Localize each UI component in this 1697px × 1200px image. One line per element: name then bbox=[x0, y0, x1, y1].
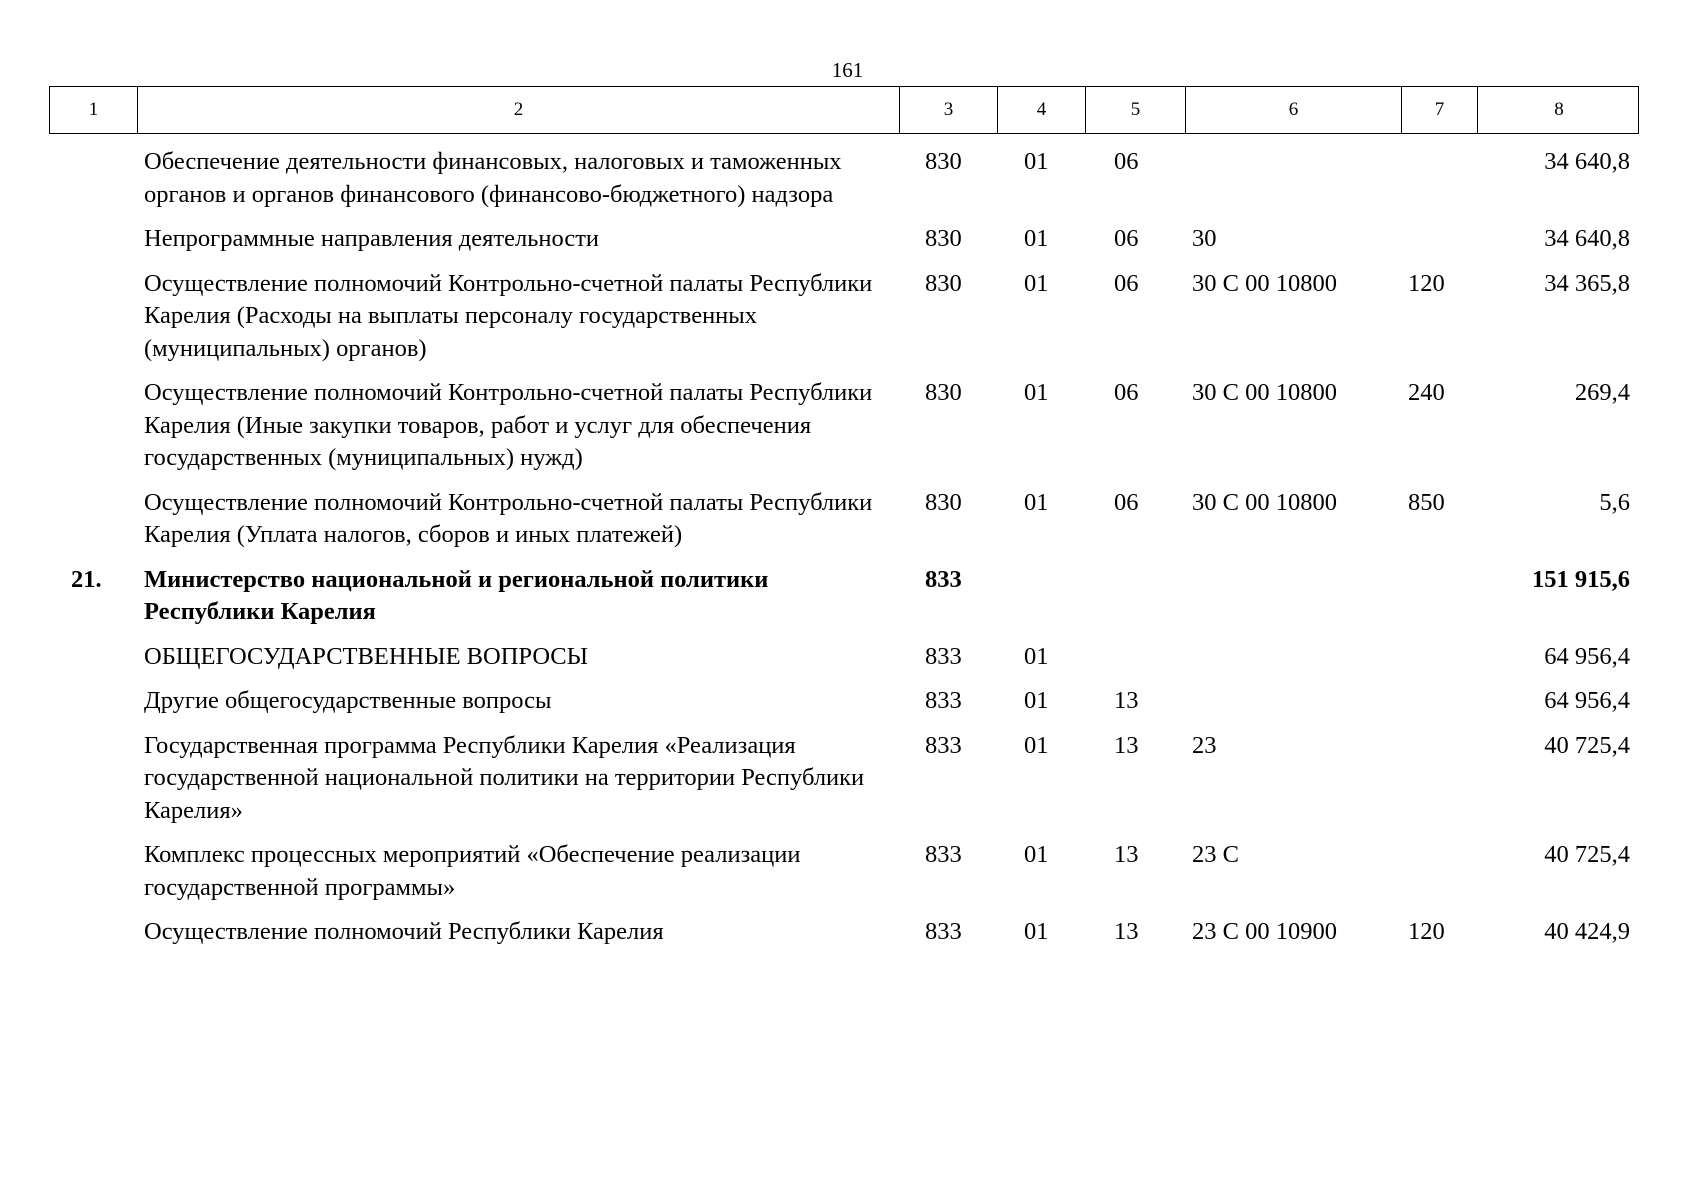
row-subsection: 06 bbox=[1114, 148, 1139, 175]
row-target-article: 23 С bbox=[1192, 841, 1239, 868]
header-col-2: 2 bbox=[137, 87, 899, 133]
row-name: Обеспечение деятельности финансовых, налоговых и таможенных органов и органов финансового (финансово-бюджетного) надзора bbox=[144, 148, 842, 208]
row-name: Осуществление полномочий Республики Карелия bbox=[144, 918, 664, 945]
row-number bbox=[49, 223, 136, 256]
row-amount: 40 424,9 bbox=[1544, 918, 1630, 945]
row-section: 01 bbox=[1024, 225, 1049, 252]
row-section: 01 bbox=[1024, 379, 1049, 406]
row-target-article bbox=[1184, 685, 1400, 718]
row-name: Осуществление полномочий Контрольно-счетной палаты Республики Карелия (Расходы на выплаты персоналу государственных (муниципальных) органов) bbox=[144, 269, 873, 362]
row-amount: 34 640,8 bbox=[1544, 225, 1630, 252]
header-col-3: 3 bbox=[899, 87, 997, 133]
row-name: Комплекс процессных мероприятий «Обеспечение реализации государственной программы» bbox=[144, 841, 801, 901]
row-number bbox=[49, 487, 136, 552]
row-admin-code: 833 bbox=[925, 918, 962, 945]
row-admin-code: 830 bbox=[925, 148, 962, 175]
header-col-6: 6 bbox=[1185, 87, 1401, 133]
row-name: Другие общегосударственные вопросы bbox=[144, 687, 552, 714]
row-admin-code: 830 bbox=[925, 379, 962, 406]
row-target-article bbox=[1184, 641, 1400, 674]
row-name: Осуществление полномочий Контрольно-счетной палаты Республики Карелия (Иные закупки товаров, работ и услуг для обеспечения государственных (муниципальных) нужд) bbox=[144, 379, 873, 471]
row-subsection bbox=[1084, 641, 1184, 674]
row-admin-code: 830 bbox=[925, 225, 962, 252]
row-target-article bbox=[1184, 146, 1400, 211]
row-subsection: 13 bbox=[1114, 918, 1139, 945]
row-section: 01 bbox=[1024, 642, 1049, 670]
table-row bbox=[49, 916, 1639, 949]
header-col-7: 7 bbox=[1401, 87, 1477, 133]
table-row bbox=[49, 377, 1639, 475]
row-section: 01 bbox=[1024, 488, 1049, 516]
row-number: 21. bbox=[71, 565, 102, 593]
row-number bbox=[49, 916, 136, 949]
row-expense-type: 850 bbox=[1408, 488, 1445, 516]
row-admin-code: 833 bbox=[925, 731, 962, 759]
row-amount: 64 956,4 bbox=[1544, 642, 1630, 670]
page-number: 161 bbox=[831, 58, 864, 82]
row-amount: 5,6 bbox=[1599, 488, 1630, 516]
table-row bbox=[49, 268, 1639, 366]
row-target-article: 23 bbox=[1192, 731, 1217, 759]
row-subsection: 06 bbox=[1114, 379, 1139, 406]
header-col-4: 4 bbox=[997, 87, 1085, 133]
row-name: ОБЩЕГОСУДАРСТВЕННЫЕ ВОПРОСЫ bbox=[144, 642, 589, 670]
row-subsection: 06 bbox=[1114, 269, 1139, 297]
row-number bbox=[49, 377, 136, 475]
row-target-article bbox=[1184, 564, 1400, 629]
row-expense-type bbox=[1400, 146, 1476, 211]
row-number bbox=[49, 730, 136, 828]
table-row bbox=[49, 487, 1639, 552]
row-target-article: 23 С 00 10900 bbox=[1192, 918, 1337, 945]
row-admin-code: 833 bbox=[925, 687, 962, 714]
row-target-article: 30 bbox=[1192, 225, 1217, 252]
row-expense-type bbox=[1400, 564, 1476, 629]
row-expense-type: 240 bbox=[1408, 379, 1445, 406]
table-row bbox=[49, 146, 1639, 211]
row-subsection: 13 bbox=[1114, 731, 1139, 759]
header-col-1: 1 bbox=[88, 99, 99, 120]
table-row bbox=[49, 685, 1639, 718]
row-amount: 40 725,4 bbox=[1544, 731, 1630, 759]
row-amount: 269,4 bbox=[1574, 379, 1630, 406]
row-section: 01 bbox=[1024, 731, 1049, 759]
row-expense-type bbox=[1400, 730, 1476, 828]
row-subsection: 13 bbox=[1114, 841, 1139, 868]
row-number bbox=[49, 146, 136, 211]
row-amount: 34 365,8 bbox=[1544, 269, 1630, 297]
header-col-8: 8 bbox=[1477, 87, 1640, 133]
row-target-article: 30 С 00 10800 bbox=[1192, 269, 1337, 297]
table-header-row bbox=[49, 86, 1639, 134]
row-subsection: 13 bbox=[1114, 687, 1139, 714]
row-name: Непрограммные направления деятельности bbox=[144, 225, 600, 252]
row-name: Осуществление полномочий Контрольно-счетной палаты Республики Карелия (Уплата налогов, сборов и иных платежей) bbox=[144, 488, 873, 548]
row-subsection bbox=[1084, 564, 1184, 629]
row-section: 01 bbox=[1024, 687, 1049, 714]
row-section: 01 bbox=[1024, 841, 1049, 868]
row-subsection: 06 bbox=[1114, 488, 1139, 516]
table-row bbox=[49, 730, 1639, 828]
row-number bbox=[49, 641, 136, 674]
row-section: 01 bbox=[1024, 148, 1049, 175]
table-row bbox=[49, 641, 1639, 674]
row-number bbox=[49, 268, 136, 366]
row-expense-type: 120 bbox=[1408, 269, 1445, 297]
row-name: Государственная программа Республики Карелия «Реализация государственной национальной политики на территории Республики Карелия» bbox=[144, 731, 865, 824]
budget-table bbox=[49, 86, 1639, 949]
row-subsection: 06 bbox=[1114, 225, 1139, 252]
row-target-article: 30 С 00 10800 bbox=[1192, 488, 1337, 516]
table-row bbox=[49, 223, 1639, 256]
row-admin-code: 830 bbox=[925, 488, 962, 516]
header-col-5: 5 bbox=[1085, 87, 1185, 133]
row-admin-code: 833 bbox=[925, 841, 962, 868]
row-expense-type bbox=[1400, 685, 1476, 718]
row-expense-type: 120 bbox=[1408, 918, 1445, 945]
row-amount: 64 956,4 bbox=[1544, 687, 1630, 714]
row-admin-code: 830 bbox=[925, 269, 962, 297]
row-admin-code: 833 bbox=[925, 642, 962, 670]
row-section bbox=[996, 564, 1084, 629]
table-row-ministry bbox=[49, 564, 1639, 629]
row-name: Министерство национальной и региональной политики Республики Карелия bbox=[144, 565, 769, 625]
row-number bbox=[49, 839, 136, 904]
row-amount: 40 725,4 bbox=[1544, 841, 1630, 868]
row-section: 01 bbox=[1024, 269, 1049, 297]
row-expense-type bbox=[1400, 641, 1476, 674]
row-expense-type bbox=[1400, 223, 1476, 256]
row-amount: 34 640,8 bbox=[1544, 148, 1630, 175]
row-admin-code: 833 bbox=[925, 565, 962, 593]
row-number bbox=[49, 685, 136, 718]
row-amount: 151 915,6 bbox=[1532, 565, 1630, 593]
row-target-article: 30 С 00 10800 bbox=[1192, 379, 1337, 406]
table-row bbox=[49, 839, 1639, 904]
row-section: 01 bbox=[1024, 918, 1049, 945]
row-expense-type bbox=[1400, 839, 1476, 904]
